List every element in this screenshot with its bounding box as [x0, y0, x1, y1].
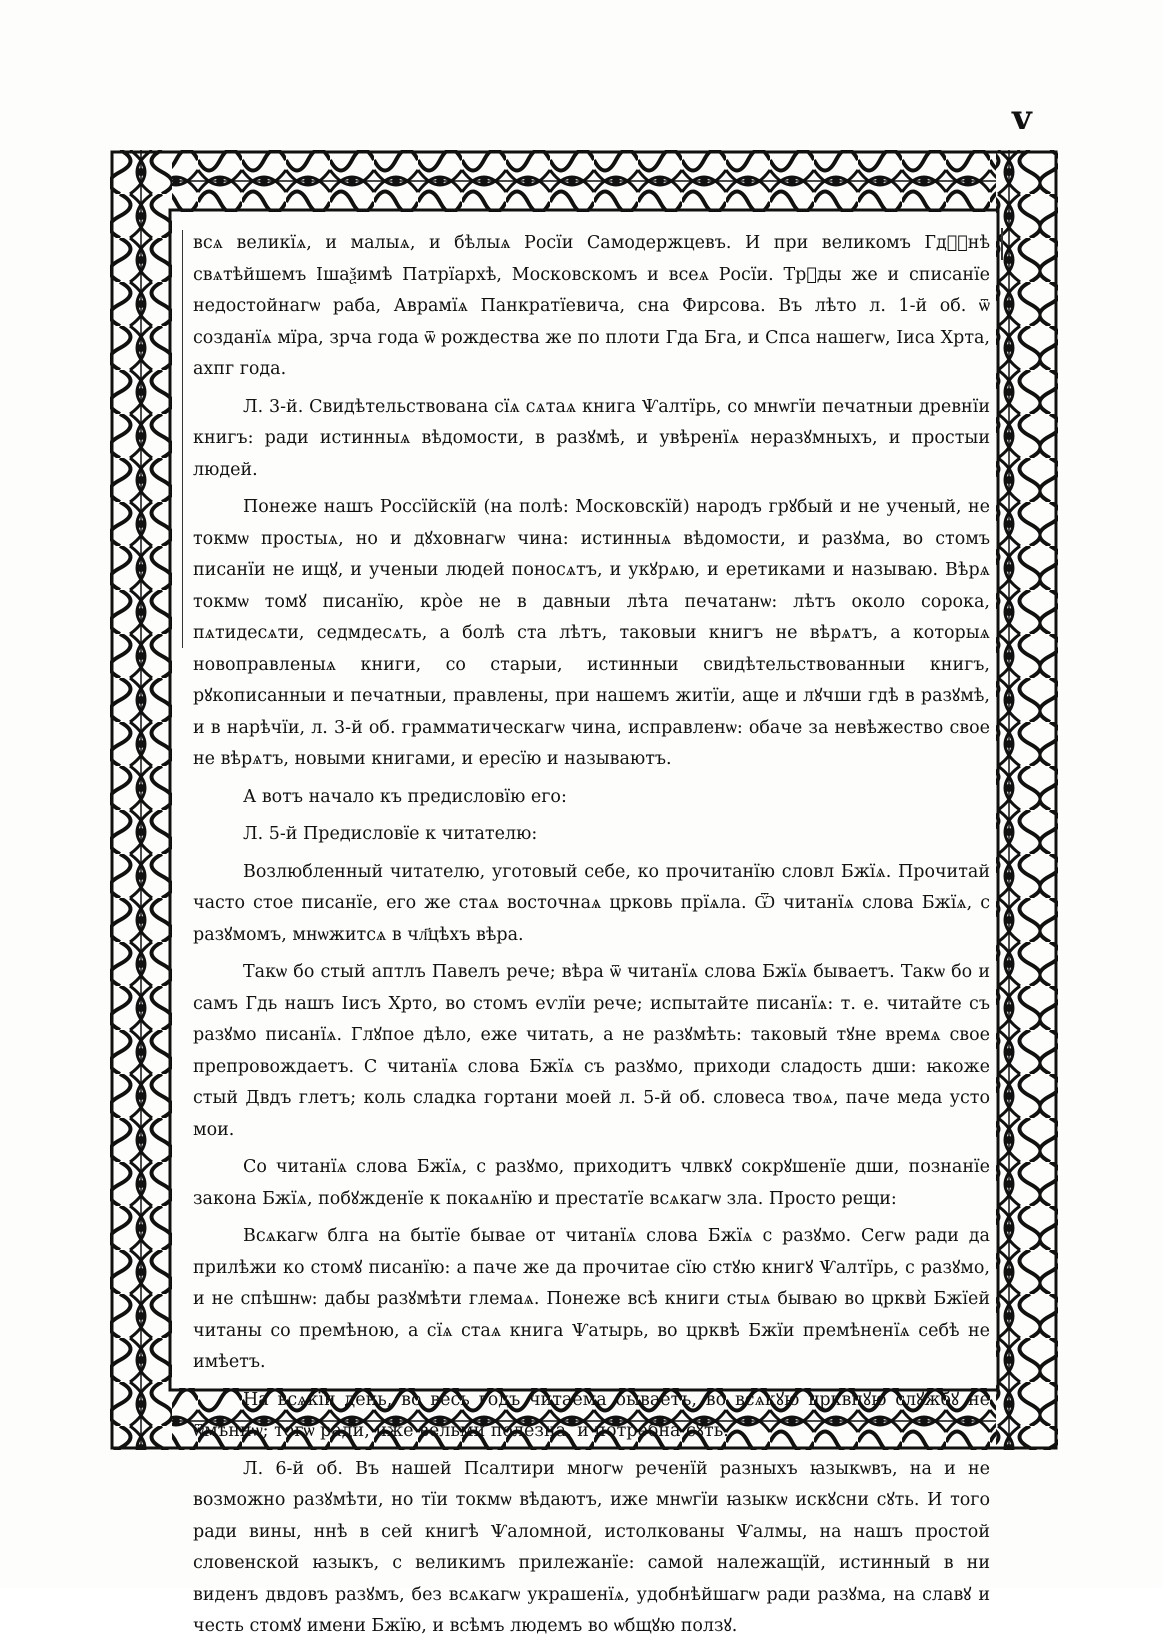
margin-rule-left: [182, 230, 183, 648]
main-text: [193, 228, 990, 1636]
paragraph: Такѡ бо стый аптлъ Павелъ рече; вѣра ѿ читанїѧ слова Бжїѧ бываетъ. Такѡ бо и самъ Гдь нашъ Іисъ Хрто, во стомъ еѵлїи рече; испытайте писанїѧ: т. е. читайте съ разꙋмо писанїѧ. Глꙋпое дѣло, еже читать, а не разꙋмѣть: таковый тꙋне времѧ свое препровождаетъ. С читанїѧ слова Бжїѧ съ разꙋмо, приходи сладость дши: ꙗкоже стый Двдъ глетъ; коль сладка гортани моей л. 5-й об. словеса твоѧ, паче меда усто мои.: [193, 962, 990, 1140]
paragraph: Со читанїѧ слова Бжїѧ, с разꙋмо, приходитъ члвкꙋ сокрꙋшенїе дши, познанїе закона Бжїѧ, побꙋжденїе к покаѧнїю и престатїе всѧкагѡ зла. Просто рещи:: [193, 1157, 990, 1209]
paragraph: Всѧкагѡ блга на бытїе бывае от читанїѧ слова Бжїѧ с разꙋмо. Сегѡ ради да прилѣжи ко стомꙋ писанїю: а паче же да прочитае сїю стꙋю книгꙋ Ѱалтїрь, с разꙋмо, и не спѣшнѡ: дабы разꙋмѣти глемаѧ. Понеже всѣ книги стыѧ бываю во црквѝ Бжїей читаны со премѣною, а сїѧ стаѧ книга Ѱатырь, во црквѣ Бжїи премѣненїѧ себѣ не имѣетъ.: [193, 1226, 990, 1372]
paragraph: Возлюбленный читателю, уготовый себе, ко прочитанїю словл Бжїѧ. Прочитай часто стое писанїе, его же стаѧ восточнаѧ црковь прїѧла. Ѿ читанїѧ слова Бжїѧ, с разꙋмомъ, мнѡжитсѧ в чл҃цѣхъ вѣра.: [193, 861, 990, 945]
paragraph: Л. 5-й Предисловїе к читателю:: [243, 824, 538, 844]
paragraph: На всѧкїи день, во весь годъ читаема бываетъ, во всѧкꙋю црквнꙋю слꙋжбꙋ не ѿмѣннѡ; тогѡ ради, иже вельми полезна, и потребна сꙋть.: [193, 1389, 990, 1441]
paragraph: Понеже нашъ Россїйскїй (на полѣ: Московскїй) народъ грꙋбый и не ученый, не токмѡ простыѧ, но и дꙋховнагѡ чина: истинныѧ вѣдомости, и разꙋма, во стомъ писанїи не ищꙋ, и ученыи людей поносѧтъ, и укꙋрѧю, и еретиками и называю. Вѣрѧ токмѡ томꙋ писанїю, кро̀е не в давныи лѣта печатанѡ: лѣтъ около сорока, пѧтидесѧти, седмдесѧть, а болѣ ста лѣтъ, таковыи книгъ не вѣрѧтъ, а которыѧ новоправленыѧ книги, со старыи, истинныи свидѣтельствованныи книгъ, рꙋкописанныи и печатныи, правлены, при нашемъ житїи, аще и лꙋчши гдѣ в разꙋмѣ, и в нарѣчїи, л. 3-й об. грамматическагѡ чина, исправленѡ: обаче за невѣжество свое не вѣрѧтъ, новыми книгами, и ересїю и называютъ.: [193, 497, 990, 769]
margin-rule-right: [1001, 228, 1003, 260]
paragraph: всѧ великїѧ, и малыѧ, и бѣлыѧ Росїи Самодержцевъ. И при великомъ Гдⷭ҇нѣ свѧтѣйшемъ Ішаѯимѣ Патрїархѣ, Московскомъ и всеѧ Росїи. Трꙋды же и списанїе недостойнагѡ раба, Аврамїѧ Панкратїевича, сна Фирсова. Въ лѣто л. 1-й об. ѿ созданїѧ мїра, зрча года ѿ рождества же по плоти Гда Бга, и Спса нашегѡ, Іиса Хрта, ахпг года.: [193, 233, 990, 379]
paragraph: Л. 3-й. Свидѣтельствована сїѧ сѧтаѧ книга Ѱалтїрь, со мнѡгїи печатныи древнїи книгъ: ради истинныѧ вѣдомости, в разꙋмѣ, и увѣренїѧ неразꙋмныхъ, и простыи людей.: [193, 396, 990, 480]
paragraph: Л. 6-й об. Въ нашей Псалтири многѡ реченїй разныхъ ꙗзыкѡвъ, на и не возможно разꙋмѣти, но тїи токмѡ вѣдаютъ, иже мнѡгїи ꙗзыкѡ искꙋсни сꙋть. И того ради вины, ннѣ в сей книгѣ Ѱаломной, истолкованы Ѱалмы, на нашъ простой словенской ꙗзыкъ, с великимъ прилежанїе: самой належащїй, истинный в ни виденъ двдовъ разꙋмъ, без всѧкагѡ украшенїѧ, удобнѣйшагѡ ради разꙋма, на славꙋ и честь стомꙋ имени Бжїю, и всѣмъ людемъ во ѡбщꙋю ползꙋ.: [193, 1458, 990, 1636]
paragraph: А вотъ начало къ предисловїю его:: [243, 786, 567, 807]
page-number: v: [1012, 98, 1032, 138]
